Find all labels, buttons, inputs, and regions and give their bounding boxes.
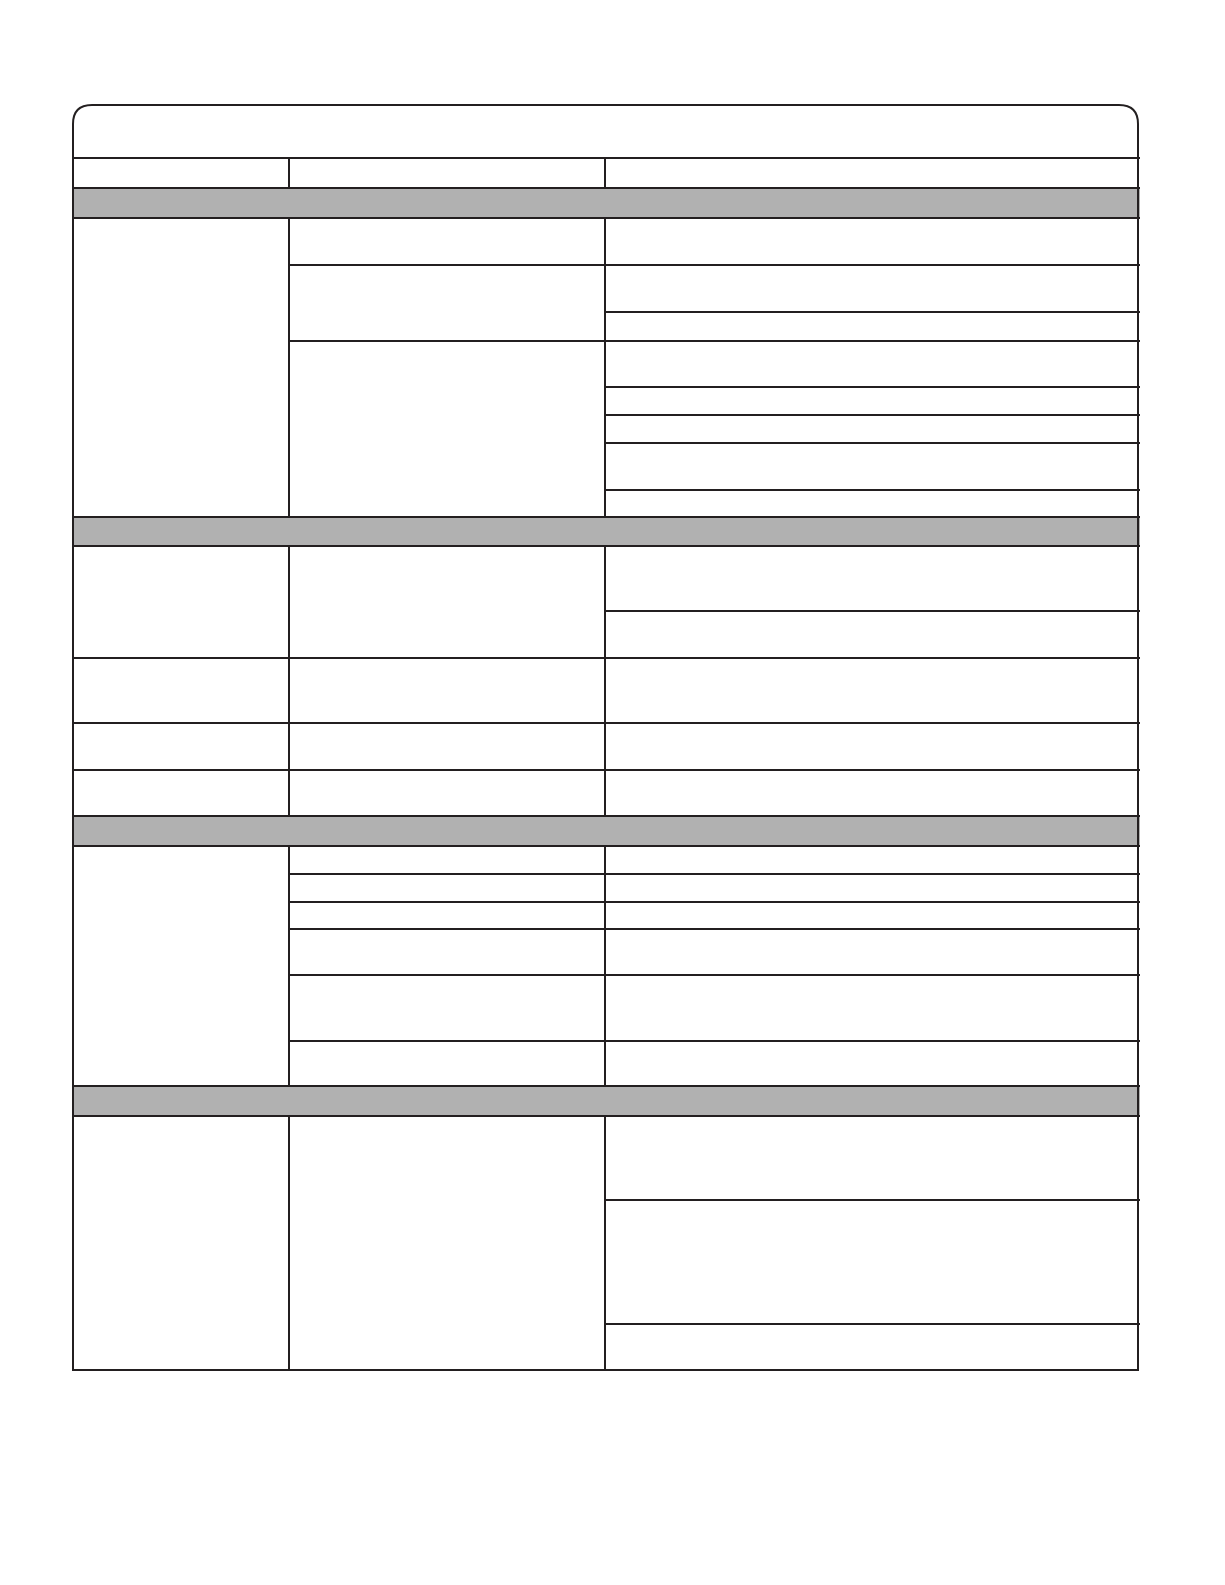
troubleshooting-table — [72, 104, 1140, 1371]
table-grid — [72, 104, 1140, 1371]
